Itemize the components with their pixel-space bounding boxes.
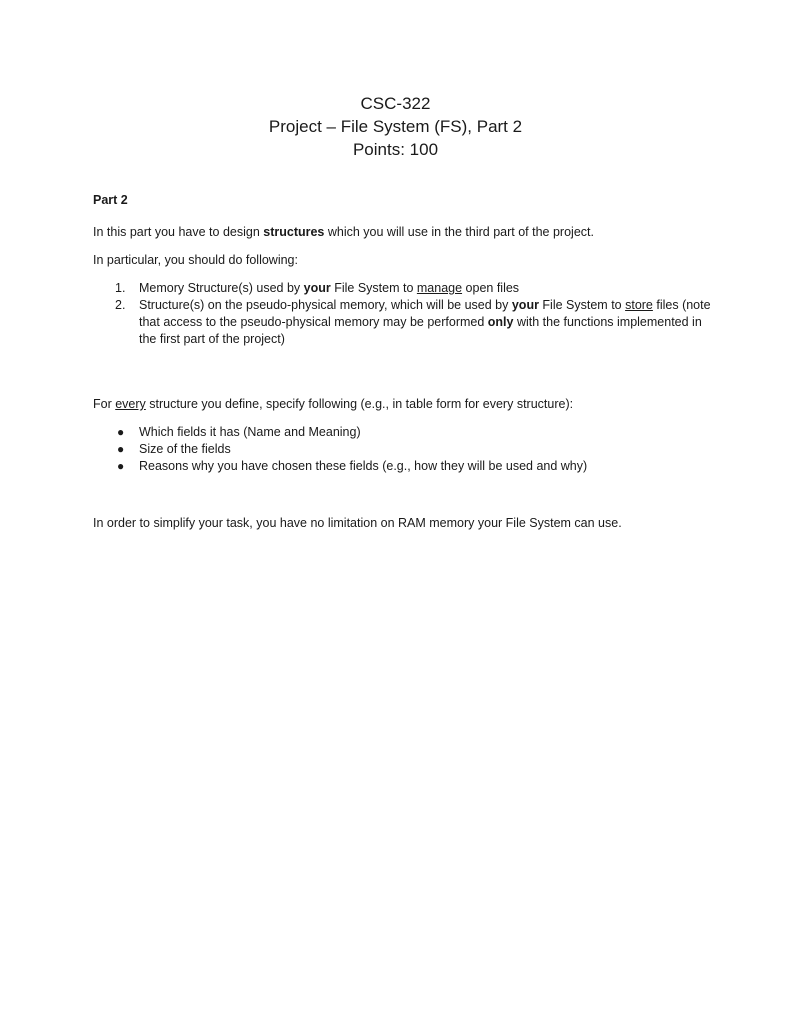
- item-underline-store: store: [625, 298, 653, 312]
- every-structure-paragraph: [93, 396, 713, 413]
- bullet-list: [93, 424, 713, 475]
- numbered-list: [93, 280, 713, 348]
- spacer: [93, 348, 713, 396]
- bullet-text: Reasons why you have chosen these fields (e.g., how they will be used and why): [139, 459, 588, 473]
- item-underline-manage: manage: [416, 281, 463, 295]
- every-text-1: For: [93, 397, 116, 411]
- item-number: 1.: [115, 281, 126, 295]
- item-number: 2.: [115, 298, 126, 312]
- item-text: File System to: [330, 281, 417, 295]
- item-text: Memory Structure(s) used by: [139, 281, 304, 295]
- closing-paragraph: In order to simplify your task, you have no limitation on RAM memory your File System can use.: [93, 516, 622, 530]
- intro-text-2: which you will use in the third part of the project.: [324, 225, 594, 239]
- intro-paragraph: [93, 224, 713, 241]
- intro-bold-structures: structures: [263, 225, 325, 239]
- every-text-2: structure you define, specify following (e.g., in table form for every structure):: [145, 397, 574, 411]
- item-text: Structure(s) on the pseudo-physical memory, which will be used by: [139, 298, 512, 312]
- particular-paragraph: In particular, you should do following:: [93, 253, 298, 267]
- spacer: [93, 475, 713, 515]
- numbered-item-1: [93, 280, 713, 297]
- item-text: open files: [462, 281, 520, 295]
- bullet-item-3: [93, 458, 713, 475]
- course-code: CSC-322: [360, 94, 431, 113]
- item-text: files (note that access to the pseudo-physical memory may be performed: [139, 298, 711, 329]
- item-text: with the functions implemented in the first part of the project): [139, 315, 702, 346]
- part-heading: Part 2: [93, 193, 128, 207]
- bullet-text: Which fields it has (Name and Meaning): [139, 425, 361, 439]
- bullet-item-2: [93, 441, 713, 458]
- numbered-item-2: [93, 297, 713, 348]
- bullet-item-1: [93, 424, 713, 441]
- document-body: [93, 192, 713, 543]
- every-underline: every: [115, 397, 146, 411]
- item-bold-your: your: [303, 281, 331, 295]
- item-text: File System to: [538, 298, 626, 312]
- bullet-icon: ●: [117, 442, 125, 456]
- intro-text-1: In this part you have to design: [93, 225, 264, 239]
- item-bold-only: only: [487, 315, 514, 329]
- title-block: [0, 92, 791, 161]
- bullet-icon: ●: [117, 459, 125, 473]
- points-line: Points: 100: [352, 140, 439, 159]
- item-bold-your: your: [511, 298, 539, 312]
- bullet-icon: ●: [117, 425, 125, 439]
- project-title: Project – File System (FS), Part 2: [268, 117, 523, 136]
- bullet-text: Size of the fields: [139, 442, 231, 456]
